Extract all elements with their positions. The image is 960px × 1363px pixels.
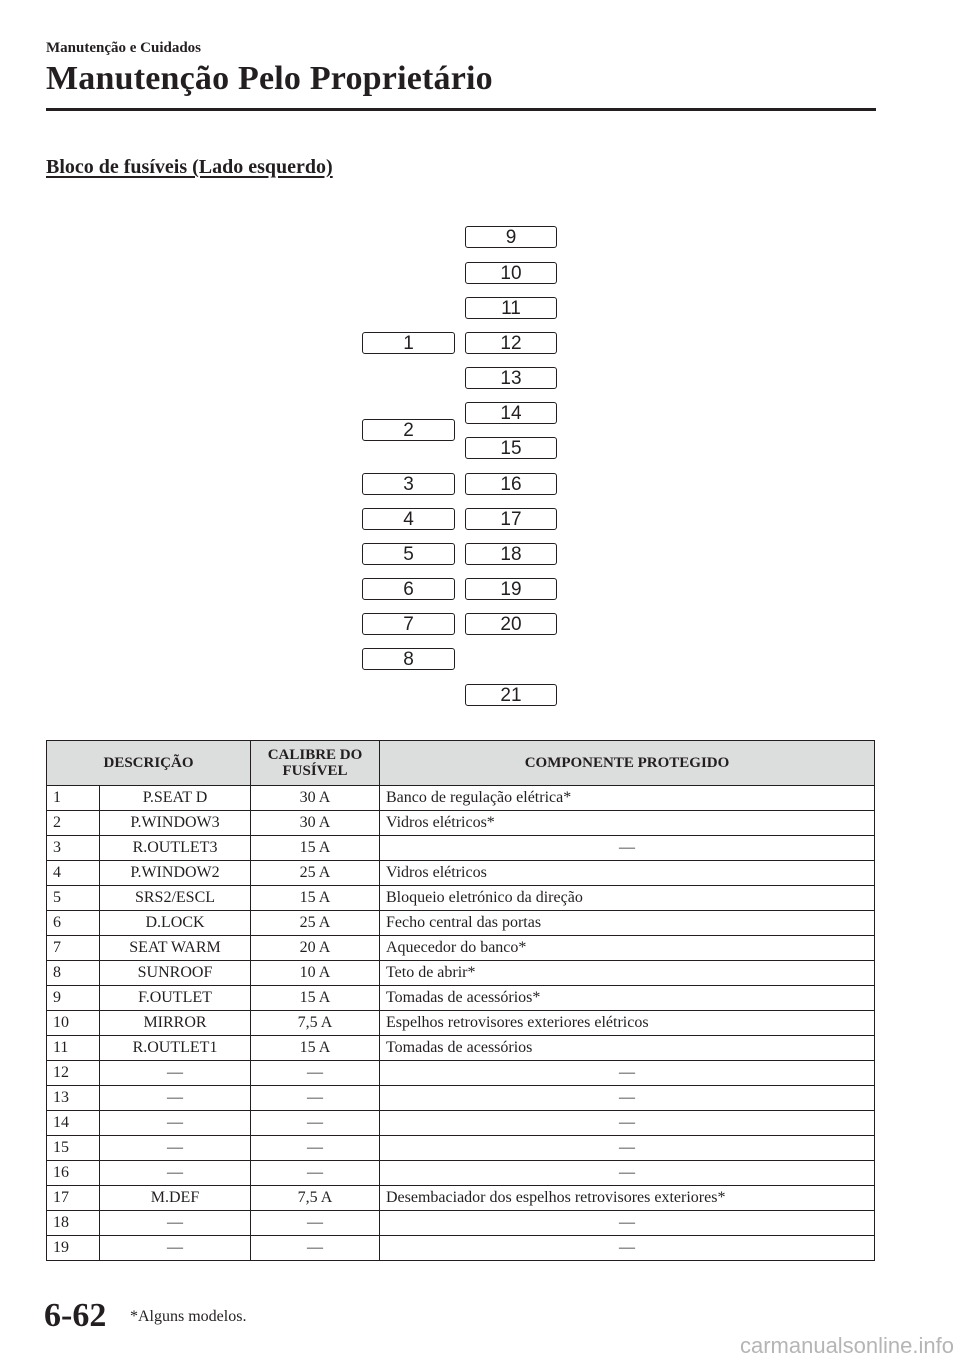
- fuse-rating-cell: 15 A: [251, 886, 380, 911]
- table-header-row: [47, 741, 875, 786]
- fuse-slot-20: 20: [465, 613, 557, 635]
- protected-component-cell: —: [380, 1136, 875, 1161]
- fuse-slot-10: 10: [465, 262, 557, 284]
- table-row: [47, 1136, 875, 1161]
- protected-component-cell: Vidros elétricos: [380, 861, 875, 886]
- table-row: [47, 911, 875, 936]
- fuse-rating-cell: 25 A: [251, 911, 380, 936]
- page-title: Manutenção Pelo Proprietário: [46, 60, 493, 97]
- header-rating: [251, 741, 380, 786]
- fuse-rating-cell: 20 A: [251, 936, 380, 961]
- footnote: *Alguns modelos.: [130, 1308, 247, 1325]
- protected-component-cell: Aquecedor do banco*: [380, 936, 875, 961]
- fuse-description-cell: R.OUTLET3: [100, 836, 251, 861]
- fuse-slot-4: 4: [362, 508, 455, 530]
- fuse-number-cell: 2: [47, 811, 100, 836]
- fuse-number-cell: 16: [47, 1161, 100, 1186]
- fuse-description-cell: —: [100, 1136, 251, 1161]
- fuse-description-cell: P.WINDOW2: [100, 861, 251, 886]
- protected-component-cell: Teto de abrir*: [380, 961, 875, 986]
- protected-component-cell: —: [380, 1086, 875, 1111]
- table-row: [47, 1236, 875, 1261]
- fuse-number-cell: 14: [47, 1111, 100, 1136]
- protected-component-cell: —: [380, 1111, 875, 1136]
- fuse-slot-18: 18: [465, 543, 557, 565]
- fuse-rating-cell: 10 A: [251, 961, 380, 986]
- protected-component-cell: —: [380, 1236, 875, 1261]
- fuse-rating-cell: 15 A: [251, 986, 380, 1011]
- fuse-number-cell: 19: [47, 1236, 100, 1261]
- fuse-number-cell: 1: [47, 786, 100, 811]
- table-row: [47, 1086, 875, 1111]
- table-row: [47, 786, 875, 811]
- watermark: carmanualsonline.info: [739, 1333, 954, 1358]
- header-component: COMPONENTE PROTEGIDO: [380, 741, 875, 786]
- protected-component-cell: Desembaciador dos espelhos retrovisores exteriores*: [380, 1186, 875, 1211]
- fuse-description-cell: F.OUTLET: [100, 986, 251, 1011]
- table-body: [47, 786, 875, 1261]
- fuse-slot-17: 17: [465, 508, 557, 530]
- header-description: DESCRIÇÃO: [47, 741, 251, 786]
- fuse-rating-cell: —: [251, 1236, 380, 1261]
- fuse-slot-3: 3: [362, 473, 455, 495]
- protected-component-cell: Banco de regulação elétrica*: [380, 786, 875, 811]
- fuse-rating-cell: 7,5 A: [251, 1186, 380, 1211]
- fuse-number-cell: 3: [47, 836, 100, 861]
- table-row: [47, 1111, 875, 1136]
- fuse-rating-cell: —: [251, 1211, 380, 1236]
- fuse-slot-16: 16: [465, 473, 557, 495]
- fuse-rating-cell: —: [251, 1061, 380, 1086]
- table-row: [47, 1011, 875, 1036]
- fuse-number-cell: 9: [47, 986, 100, 1011]
- table-row: [47, 1036, 875, 1061]
- fuse-slot-2: 2: [362, 419, 455, 441]
- fuse-slot-14: 14: [465, 402, 557, 424]
- fuse-number-cell: 4: [47, 861, 100, 886]
- fuse-description-cell: —: [100, 1111, 251, 1136]
- fuse-description-cell: SRS2/ESCL: [100, 886, 251, 911]
- fuse-number-cell: 15: [47, 1136, 100, 1161]
- fuse-slot-5: 5: [362, 543, 455, 565]
- fuse-rating-cell: —: [251, 1086, 380, 1111]
- fuse-table: [46, 740, 875, 1261]
- protected-component-cell: —: [380, 1211, 875, 1236]
- protected-component-cell: Espelhos retrovisores exteriores elétricos: [380, 1011, 875, 1036]
- fuse-slot-9: 9: [465, 226, 557, 248]
- fuse-number-cell: 13: [47, 1086, 100, 1111]
- fuse-rating-cell: 30 A: [251, 786, 380, 811]
- fuse-slot-1: 1: [362, 332, 455, 354]
- protected-component-cell: Vidros elétricos*: [380, 811, 875, 836]
- fuse-rating-cell: 15 A: [251, 836, 380, 861]
- section-label: Manutenção e Cuidados: [46, 40, 202, 56]
- table-row: [47, 886, 875, 911]
- table-row: [47, 861, 875, 886]
- fuse-description-cell: —: [100, 1061, 251, 1086]
- fuse-description-cell: R.OUTLET1: [100, 1036, 251, 1061]
- fuse-rating-cell: 30 A: [251, 811, 380, 836]
- fuse-slot-11: 11: [465, 297, 557, 319]
- fuse-description-cell: D.LOCK: [100, 911, 251, 936]
- fuse-number-cell: 12: [47, 1061, 100, 1086]
- page-number: 6-62: [44, 1297, 107, 1334]
- table-row: [47, 986, 875, 1011]
- table-row: [47, 836, 875, 861]
- fuse-description-cell: —: [100, 1086, 251, 1111]
- fuse-number-cell: 8: [47, 961, 100, 986]
- fuse-rating-cell: 25 A: [251, 861, 380, 886]
- fuse-number-cell: 18: [47, 1211, 100, 1236]
- fuse-description-cell: MIRROR: [100, 1011, 251, 1036]
- table-row: [47, 936, 875, 961]
- fuse-slot-12: 12: [465, 332, 557, 354]
- fuse-description-cell: —: [100, 1161, 251, 1186]
- fuse-slot-21: 21: [465, 684, 557, 706]
- fuse-number-cell: 11: [47, 1036, 100, 1061]
- fuse-description-cell: SEAT WARM: [100, 936, 251, 961]
- fuse-description-cell: —: [100, 1236, 251, 1261]
- fuse-slot-19: 19: [465, 578, 557, 600]
- fuse-description-cell: —: [100, 1211, 251, 1236]
- subsection-title: Bloco de fusíveis (Lado esquerdo): [46, 156, 333, 178]
- fuse-slot-8: 8: [362, 648, 455, 670]
- fuse-description-cell: P.WINDOW3: [100, 811, 251, 836]
- table-row: [47, 1161, 875, 1186]
- protected-component-cell: —: [380, 1061, 875, 1086]
- table-row: [47, 1211, 875, 1236]
- fuse-number-cell: 7: [47, 936, 100, 961]
- table-row: [47, 1061, 875, 1086]
- fuse-slot-7: 7: [362, 613, 455, 635]
- fuse-slot-13: 13: [465, 367, 557, 389]
- fuse-number-cell: 6: [47, 911, 100, 936]
- fuse-slot-15: 15: [465, 437, 557, 459]
- fuse-number-cell: 5: [47, 886, 100, 911]
- fuse-rating-cell: —: [251, 1136, 380, 1161]
- fuse-rating-cell: 15 A: [251, 1036, 380, 1061]
- table-row: [47, 811, 875, 836]
- protected-component-cell: Tomadas de acessórios*: [380, 986, 875, 1011]
- fuse-description-cell: M.DEF: [100, 1186, 251, 1211]
- fuse-rating-cell: 7,5 A: [251, 1011, 380, 1036]
- protected-component-cell: —: [380, 836, 875, 861]
- fuse-description-cell: SUNROOF: [100, 961, 251, 986]
- fuse-number-cell: 10: [47, 1011, 100, 1036]
- fuse-description-cell: P.SEAT D: [100, 786, 251, 811]
- table-row: [47, 1186, 875, 1211]
- protected-component-cell: Bloqueio eletrónico da direção: [380, 886, 875, 911]
- header-rating-text: CALIBRE DO FUSÍVEL: [267, 746, 363, 779]
- fuse-number-cell: 17: [47, 1186, 100, 1211]
- protected-component-cell: Tomadas de acessórios: [380, 1036, 875, 1061]
- fuse-rating-cell: —: [251, 1111, 380, 1136]
- protected-component-cell: Fecho central das portas: [380, 911, 875, 936]
- table-row: [47, 961, 875, 986]
- fuse-rating-cell: —: [251, 1161, 380, 1186]
- protected-component-cell: —: [380, 1161, 875, 1186]
- fuse-slot-6: 6: [362, 578, 455, 600]
